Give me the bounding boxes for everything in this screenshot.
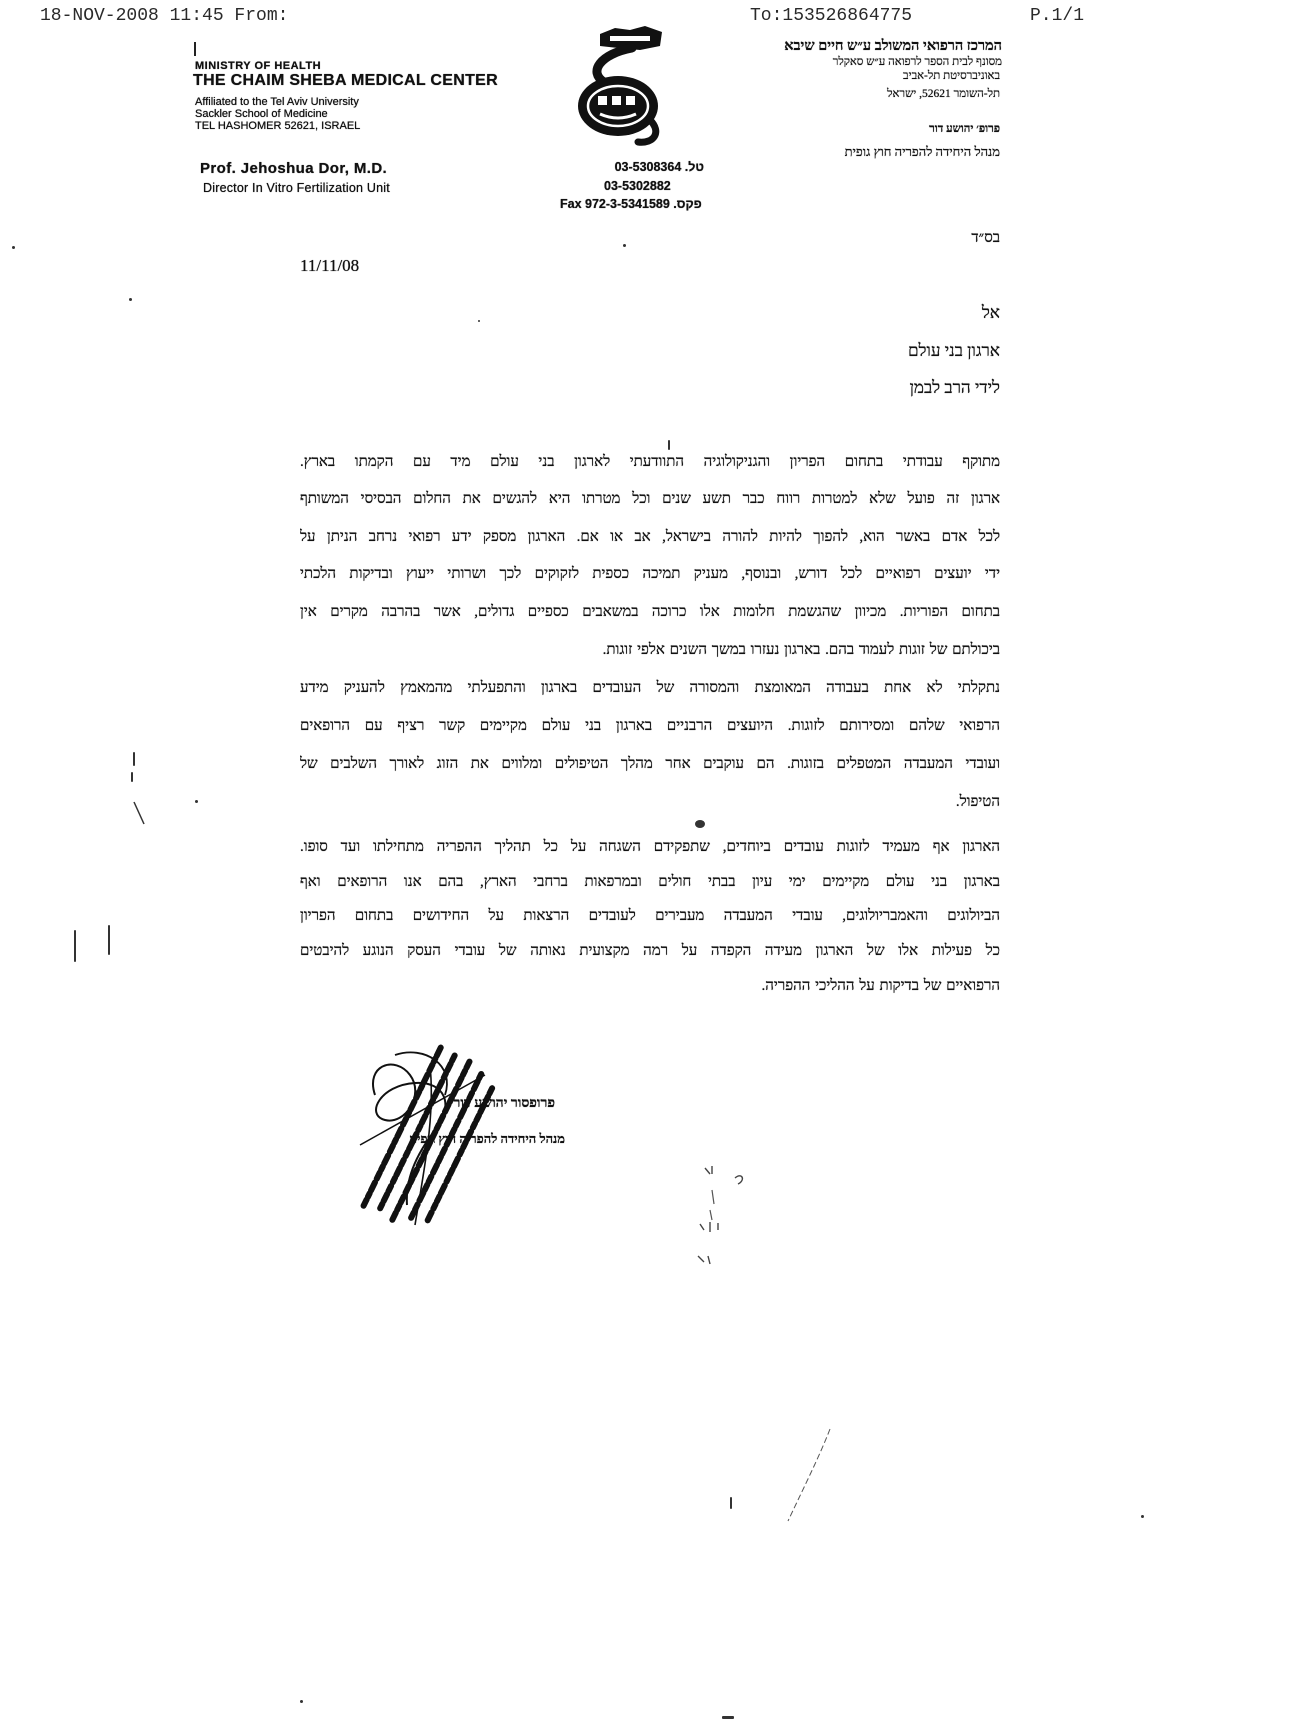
fax-to-number: To:153526864775 <box>750 6 913 26</box>
fax-date-from: 18-NOV-2008 11:45 From: <box>40 6 289 26</box>
scan-stroke <box>130 800 150 830</box>
medical-center-name: THE CHAIM SHEBA MEDICAL CENTER <box>193 72 499 89</box>
scan-speck <box>1141 1515 1144 1518</box>
body-line: הרפואיים של בדיקות על ההליכי ההפריה. <box>761 978 1000 994</box>
body-line: נתקלתי לא אחת בעבודה המאומצת והמסורה של העובדים בארגון והתפעלתי מהמאמץ להעניק מידע <box>300 680 1000 696</box>
scan-speck <box>300 1700 303 1703</box>
medical-school: Sackler School of Medicine <box>195 108 328 120</box>
ministry-label: MINISTRY OF HEALTH <box>195 60 322 72</box>
body-line: הביולוגים והאמבריולוגים, עובדי המעבדה מעבירים לעובדים הרצאות על החידושים בתחום הפריון <box>300 908 1000 924</box>
body-line: בארגון בני עולם מקיימים ימי עיון בבתי חולים ובמרפאות ברחבי הארץ, בהם אנו הרופאים ואף <box>300 874 1000 890</box>
addressee-organization: ארגון בני עולם <box>907 341 1000 360</box>
signature-name: פרופסור יהושע דור <box>453 1096 555 1111</box>
scan-speck <box>695 820 705 828</box>
center-address-he: תל-השומר 52621, ישראל <box>887 88 1000 100</box>
letterhead-mark <box>194 42 196 56</box>
body-line: הטיפול. <box>955 794 1000 810</box>
body-line: הארגון אף מעמיד לזוגות עובדים ביוחדים, שתפקידם השגחה על כל תהליך ההפריה מתחילתו ועד סופו. <box>300 839 1000 855</box>
rubber-stamp-icon <box>330 1030 530 1245</box>
signature-title: מנהל היחידה להפריה חוץ גופית <box>409 1131 565 1146</box>
contact-telephone-2: 03-5302882 <box>604 179 671 193</box>
scan-speck <box>478 320 480 322</box>
director-name-en: Prof. Jehoshua Dor, M.D. <box>200 160 388 177</box>
director-title-en: Director In Vitro Fertilization Unit <box>203 181 390 195</box>
university-affiliation-he: מסונף לבית הספר לרפואה ע״ש סאקלר <box>832 56 1002 68</box>
director-title-he: מנהל היחידה להפריה חוץ גופית <box>844 144 1000 159</box>
sheba-logo-icon <box>570 24 670 150</box>
center-address: TEL HASHOMER 52621, ISRAEL <box>195 120 361 132</box>
scan-speck <box>195 800 198 803</box>
scan-stroke <box>780 1425 840 1525</box>
body-line: ועובדי המעבדה המטפלים בזוגות. הם עוקבים אחר מהלך הטיפולים ומלווים את הזוג לאורך השלבים של <box>300 756 1000 772</box>
scan-speck <box>74 930 76 962</box>
addressee-attention: לידי הרב לבמן <box>909 378 1000 397</box>
handwritten-marks-icon <box>690 1160 760 1270</box>
body-line: מתוקף עבודתי בתחום הפריון והגניקולוגיה התוודעתי לארגון בני עולם מיד עם הקמתו בארץ. <box>300 454 1000 470</box>
body-line: הרפואי שלהם ומסירותם לזוגות. היועצים הרבניים בארגון בני עולם מקיימים קשר רציף עם הרופאים <box>300 718 1000 734</box>
scan-speck <box>133 752 135 766</box>
scan-speck <box>668 440 670 450</box>
fax-page-number: P.1/1 <box>1030 6 1085 26</box>
scan-speck <box>623 244 626 247</box>
addressee-label: אל <box>981 303 1000 322</box>
university-affiliation: Affiliated to the Tel Aviv University <box>195 96 359 108</box>
scan-speck <box>722 1716 734 1719</box>
scan-speck <box>730 1497 732 1509</box>
body-line: לכל אדם באשר הוא, להפוך להיות להורה בישראל, אב או אם. הארגון מספק ידע רפואי נרחב הניתן על <box>300 529 1000 545</box>
bsd-heading: בס״ד <box>971 230 1000 246</box>
university-he: באוניברסיטת תל-אביב <box>903 70 1000 82</box>
body-line: בתחום הפוריות. מכיוון שהגשמת חלומות אלו כרוכה במשאבים כספיים גדולים, אשר בהרבה מקרים אין <box>300 604 1000 620</box>
body-line: ביכולתם של זוגות לעמוד בהם. בארגון נעזרו במשך השנים אלפי זוגות. <box>602 642 1000 658</box>
scan-speck <box>108 925 110 955</box>
body-line: ארגון זה פועל שלא למטרות רווח כבר תשע שנים וכל מטרתו היא להגשים את החלום הבסיסי המשותף <box>300 491 1000 507</box>
contact-fax: Fax 972-3-5341589 .פקס <box>560 197 702 211</box>
scan-speck <box>129 298 132 301</box>
scan-speck <box>12 246 15 249</box>
letter-date: 11/11/08 <box>300 256 360 275</box>
body-line: ידי יועצים רפואיים לכל דורש, ובנוסף, מעניק תמיכה כספית לזקוקים לכך ושרותי ייעוץ ובדיקות הלכתי <box>300 566 1000 582</box>
scan-speck <box>131 772 133 782</box>
contact-telephone: טל. 03-5308364 <box>614 160 704 174</box>
medical-center-name-he: המרכז הרפואי המשולב ע״ש חיים שיבא <box>784 38 1002 54</box>
director-name-he: פרופ׳ יהושע דור <box>929 123 1000 135</box>
body-line: כל פעילות אלו של הארגון מעידה הקפדה על רמה מקצועית נאותה של עובדי העסק הנוגע להיבטים <box>300 943 1000 959</box>
